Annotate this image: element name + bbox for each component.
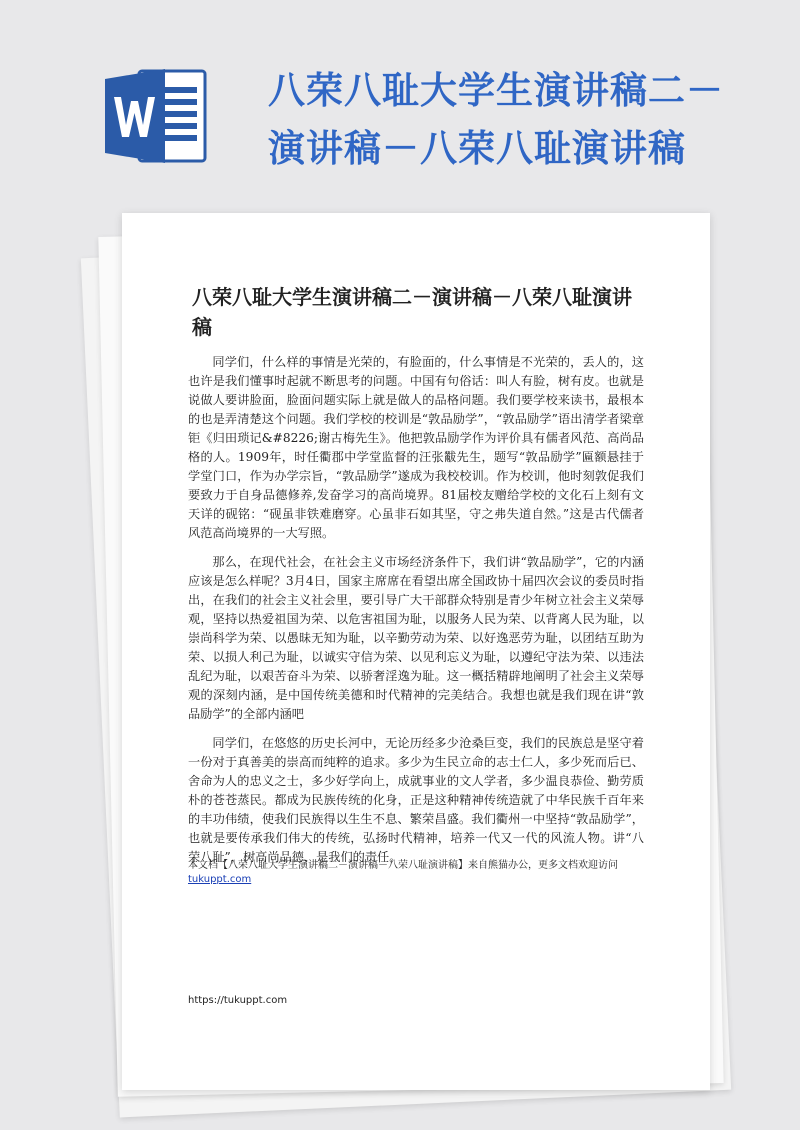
source-note-text: 本文档【八荣八耻大学生演讲稿二－演讲稿－八荣八耻演讲稿】来自熊猫办公，更多文档欢迎访问 — [188, 860, 618, 871]
paragraph: 那么，在现代社会，在社会主义市场经济条件下，我们讲“敦品励学”，它的内涵应该是怎么样呢？3月4日，国家主席席在看望出席全国政协十届四次会议的委员时指出，在我们的社会主义社会里，要引导广大干部群众特别是青少年树立社会主义荣辱观，坚持以热爱祖国为荣、以危害祖国为耻，以服务人民为荣、以背离人民为耻，以崇尚科学为荣、以愚昧无知为耻，以辛勤劳动为荣、以好逸恶劳为耻，以团结互助为荣、以损人利己为耻，以诚实守信为荣、以见利忘义为耻，以遵纪守法为荣、以违法乱纪为耻，以艰苦奋斗为荣、以骄奢淫逸为耻。这一概括精辟地阐明了社会主义荣辱观的深刻内涵，是中国传统美德和时代精神的完美结合。我想也就是我们现在讲“敦品励学”的全部内涵吧 — [188, 555, 644, 721]
page-header-title: 八荣八耻大学生演讲稿二－演讲稿－八荣八耻演讲稿 — [268, 69, 724, 170]
word-document-icon — [103, 65, 209, 167]
bottom-url[interactable]: https://tukuppt.com — [188, 995, 288, 1006]
paragraph: 同学们，什么样的事情是光荣的，有脸面的，什么事情是不光荣的，丢人的，这也许是我们懂事时起就不断思考的问题。中国有句俗话：叫人有脸，树有皮。也就是说做人要讲脸面，脸面问题实际上就是做人的品格问题。我们要学校来读书，最根本的也是弄清楚这个问题。我们学校的校训是“敦品励学”，“敦品励学”语出清学者梁章钜《归田琐记&#8226;谢古梅先生》。他把敦品励学作为评价具有儒者风范、高尚品格的人。1909年，时任衢郡中学堂监督的汪张黻先生，题写“敦品励学”匾额悬挂于学堂门口，作为办学宗旨，“敦品励学”遂成为我校校训。作为校训，他时刻敦促我们要致力于自身品德修养,发奋学习的高尚境界。81届校友赠给学校的文化石上刻有文天详的砚铭：“砚虽非铁难磨穿。心虽非石如其坚，守之弗失道自然。”这是古代儒者风范高尚境界的一大写照。 — [188, 355, 644, 540]
document-body — [188, 353, 644, 877]
paragraph: 同学们，在悠悠的历史长河中，无论历经多少沧桑巨变，我们的民族总是坚守着一份对于真善美的崇高而纯粹的追求。多少为生民立命的志士仁人，多少死而后已、舍命为人的忠义之士，多少好学向上，成就事业的文人学者，多少温良恭俭、勤劳质朴的苍苍蒸民。都成为民族传统的化身，正是这种精神传统造就了中华民族千百年来的丰功伟绩，使我们民族得以生生不息、繁荣昌盛。我们衢州一中坚持“敦品励学”，也就是要传承我们伟大的传统，弘扬时代精神，培养一代又一代的风流人物。讲“八荣八耻”，树高尚品德，是我们的责任。 — [188, 736, 644, 864]
document-title: 八荣八耻大学生演讲稿二－演讲稿－八荣八耻演讲稿 — [192, 285, 632, 339]
source-note — [188, 859, 648, 887]
document-page — [122, 213, 710, 1090]
source-link[interactable]: tukuppt.com — [188, 874, 252, 885]
